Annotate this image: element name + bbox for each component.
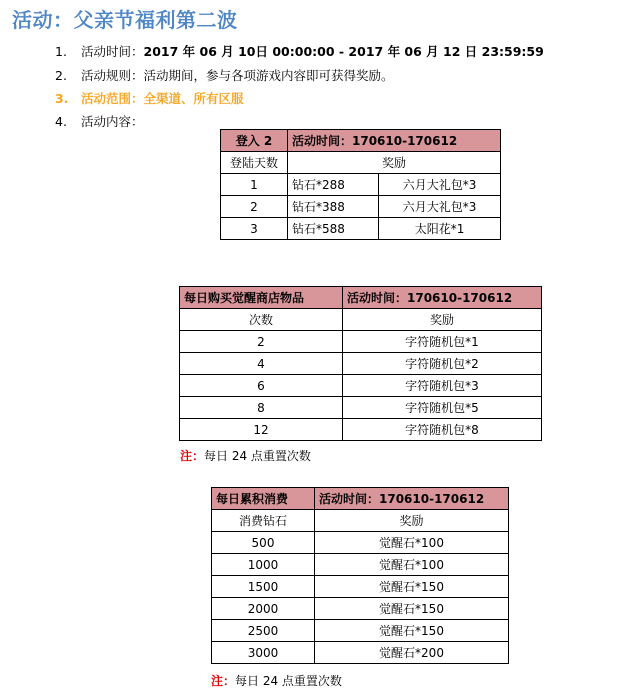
- page-title: 活动：父亲节福利第二波: [12, 8, 238, 32]
- rules-text: 活动规则：活动期间，参与各项游戏内容即可获得奖励。: [81, 68, 394, 83]
- time-value: 2017 年 06 月 10日 00:00:00 - 2017 年 06 月 12 日 23:59:59: [143, 44, 544, 59]
- table-row: [212, 598, 509, 620]
- shop-purchase-table: [179, 286, 542, 441]
- table-header-row: [221, 130, 501, 152]
- table-row: [212, 642, 509, 664]
- list-item-content: [55, 112, 144, 130]
- table-row: [180, 397, 542, 419]
- table-cell: 12: [180, 419, 343, 441]
- table-row: [212, 554, 509, 576]
- column-header: 奖励: [315, 510, 509, 532]
- table-row: [221, 174, 501, 196]
- table-row: [221, 218, 501, 240]
- column-header: 消费钻石: [212, 510, 315, 532]
- table-note: [211, 672, 342, 689]
- list-number: 3.: [55, 91, 69, 106]
- table-cell: 2: [180, 331, 343, 353]
- list-number: 4.: [55, 114, 67, 129]
- note-label: 注：: [211, 674, 236, 688]
- content-text: 活动内容：: [81, 114, 144, 129]
- table-subheader-row: [180, 309, 542, 331]
- table-cell: 8: [180, 397, 343, 419]
- table-title-cell: 登入 2: [221, 130, 288, 152]
- table-cell: 字符随机包*3: [343, 375, 542, 397]
- table-cell: 4: [180, 353, 343, 375]
- column-header: 奖励: [343, 309, 542, 331]
- list-item-scope: [55, 89, 244, 107]
- table-cell: 六月大礼包*3: [379, 196, 501, 218]
- table-cell: 3: [221, 218, 288, 240]
- table-header-row: [180, 287, 542, 309]
- login-reward-table: [220, 129, 501, 240]
- table-cell: 字符随机包*2: [343, 353, 542, 375]
- table-cell: 2: [221, 196, 288, 218]
- table-row: [221, 196, 501, 218]
- table-cell: 500: [212, 532, 315, 554]
- table-subheader-row: [212, 510, 509, 532]
- table-cell: 2500: [212, 620, 315, 642]
- table-cell: 觉醒石*150: [315, 620, 509, 642]
- table-row: [212, 532, 509, 554]
- note-text: 每日 24 点重置次数: [204, 449, 311, 463]
- list-number: 1.: [55, 44, 67, 59]
- table-time-cell: 活动时间：170610-170612: [343, 287, 542, 309]
- table-cell: 觉醒石*150: [315, 576, 509, 598]
- table-cell: 3000: [212, 642, 315, 664]
- table-cell: 觉醒石*200: [315, 642, 509, 664]
- table-cell: 字符随机包*1: [343, 331, 542, 353]
- list-item-rules: [55, 66, 394, 84]
- table-cell: 太阳花*1: [379, 218, 501, 240]
- table-cell: 觉醒石*100: [315, 554, 509, 576]
- table-title-cell: 每日购买觉醒商店物品: [180, 287, 343, 309]
- scope-text: 活动范围：全渠道、所有区服: [81, 91, 244, 106]
- table-subheader-row: [221, 152, 501, 174]
- list-item-time: [55, 42, 544, 60]
- table-cell: 字符随机包*5: [343, 397, 542, 419]
- column-header: 奖励: [288, 152, 501, 174]
- spending-reward-table: [211, 487, 509, 664]
- table-cell: 钻石*588: [288, 218, 379, 240]
- table-cell: 1: [221, 174, 288, 196]
- note-label: 注：: [180, 449, 205, 463]
- table-cell: 觉醒石*100: [315, 532, 509, 554]
- table-cell: 1500: [212, 576, 315, 598]
- time-label: 活动时间：: [81, 44, 144, 59]
- table-cell: 1000: [212, 554, 315, 576]
- table-time-cell: 活动时间：170610-170612: [288, 130, 501, 152]
- table-cell: 2000: [212, 598, 315, 620]
- table-row: [212, 620, 509, 642]
- list-number: 2.: [55, 68, 67, 83]
- table-row: [180, 331, 542, 353]
- table-cell: 6: [180, 375, 343, 397]
- table-cell: 钻石*288: [288, 174, 379, 196]
- table-time-cell: 活动时间：170610-170612: [315, 488, 509, 510]
- note-text: 每日 24 点重置次数: [235, 674, 342, 688]
- column-header: 次数: [180, 309, 343, 331]
- table-cell: 钻石*388: [288, 196, 379, 218]
- column-header: 登陆天数: [221, 152, 288, 174]
- table-note: [180, 447, 311, 464]
- table-row: [212, 576, 509, 598]
- table-header-row: [212, 488, 509, 510]
- table-title-cell: 每日累积消费: [212, 488, 315, 510]
- table-row: [180, 375, 542, 397]
- table-cell: 六月大礼包*3: [379, 174, 501, 196]
- table-row: [180, 353, 542, 375]
- table-cell: 觉醒石*150: [315, 598, 509, 620]
- table-row: [180, 419, 542, 441]
- table-cell: 字符随机包*8: [343, 419, 542, 441]
